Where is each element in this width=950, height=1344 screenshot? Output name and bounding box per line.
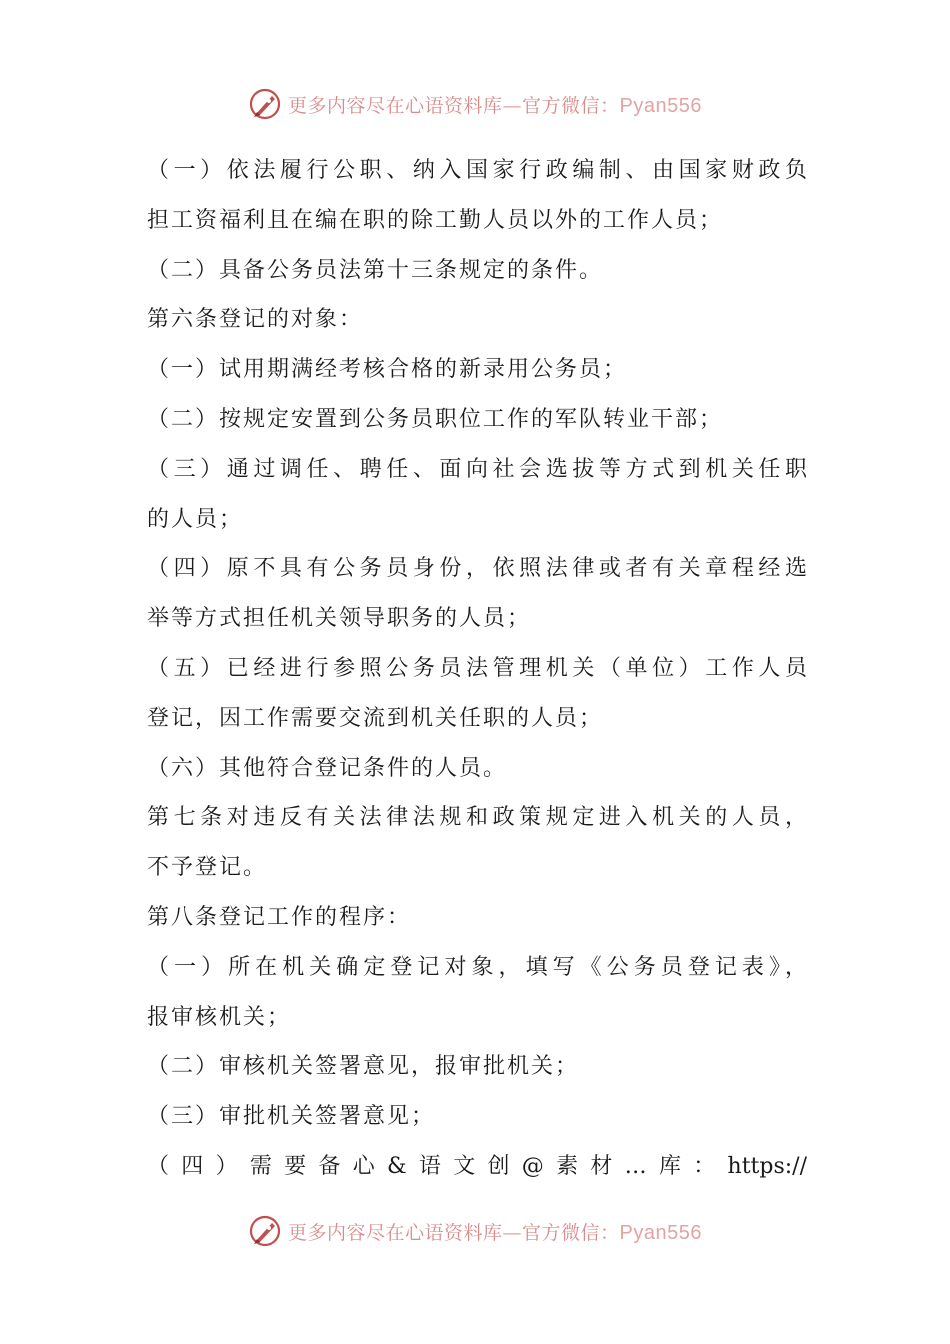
watermark-separator: — — [502, 1221, 523, 1244]
text-line: （二）审核机关签署意见，报审批机关； — [147, 1054, 580, 1080]
watermark-label: 官方微信： — [522, 94, 620, 117]
text-line: 第七条对违反有关法律法规和政策规定进入机关的人员， — [147, 805, 807, 831]
text-line: 担工资福利且在编在职的除工勤人员以外的工作人员； — [147, 207, 724, 233]
text-line: （六）其他符合登记条件的人员。 — [147, 755, 508, 781]
text-line: 不予登记。 — [147, 855, 268, 881]
document-body — [147, 146, 807, 1192]
header-watermark — [0, 84, 950, 124]
watermark-label: 官方微信： — [522, 1221, 620, 1244]
text-line: 的人员； — [147, 506, 244, 532]
text-line: （二）按规定安置到公务员职位工作的军队转业干部； — [147, 406, 724, 432]
text-line: （一）所在机关确定登记对象，填写《公务员登记表》， — [147, 954, 807, 980]
text-line: （五）已经进行参照公务员法管理机关（单位）工作人员 — [147, 655, 807, 681]
text-line: 登记，因工作需要交流到机关任职的人员； — [147, 705, 604, 731]
text-line: （四）需要备心&语文创@素材…库：https:// — [147, 1153, 807, 1179]
pen-logo-icon — [248, 87, 282, 121]
text-line: 举等方式担任机关领导职务的人员； — [147, 606, 532, 632]
watermark-text: 更多内容尽在心语资料库 — [288, 94, 503, 117]
watermark-brand: Pyan556 — [619, 1221, 702, 1244]
text-line: 第八条登记工作的程序： — [147, 904, 412, 930]
text-line: （二）具备公务员法第十三条规定的条件。 — [147, 257, 604, 283]
watermark-separator: — — [502, 94, 523, 117]
text-line: （三）通过调任、聘任、面向社会选拔等方式到机关任职 — [147, 456, 807, 482]
footer-watermark — [0, 1211, 950, 1251]
text-line: （四）原不具有公务员身份，依照法律或者有关章程经选 — [147, 556, 807, 582]
watermark-brand: Pyan556 — [619, 94, 702, 117]
pen-logo-icon — [248, 1214, 282, 1248]
watermark-text: 更多内容尽在心语资料库 — [288, 1221, 503, 1244]
text-line: （一）试用期满经考核合格的新录用公务员； — [147, 357, 628, 383]
text-line: 第六条登记的对象： — [147, 307, 364, 333]
text-line: （一）依法履行公职、纳入国家行政编制、由国家财政负 — [147, 158, 807, 183]
text-line: 报审核机关； — [147, 1004, 292, 1030]
text-line: （三）审批机关签署意见； — [147, 1104, 436, 1130]
